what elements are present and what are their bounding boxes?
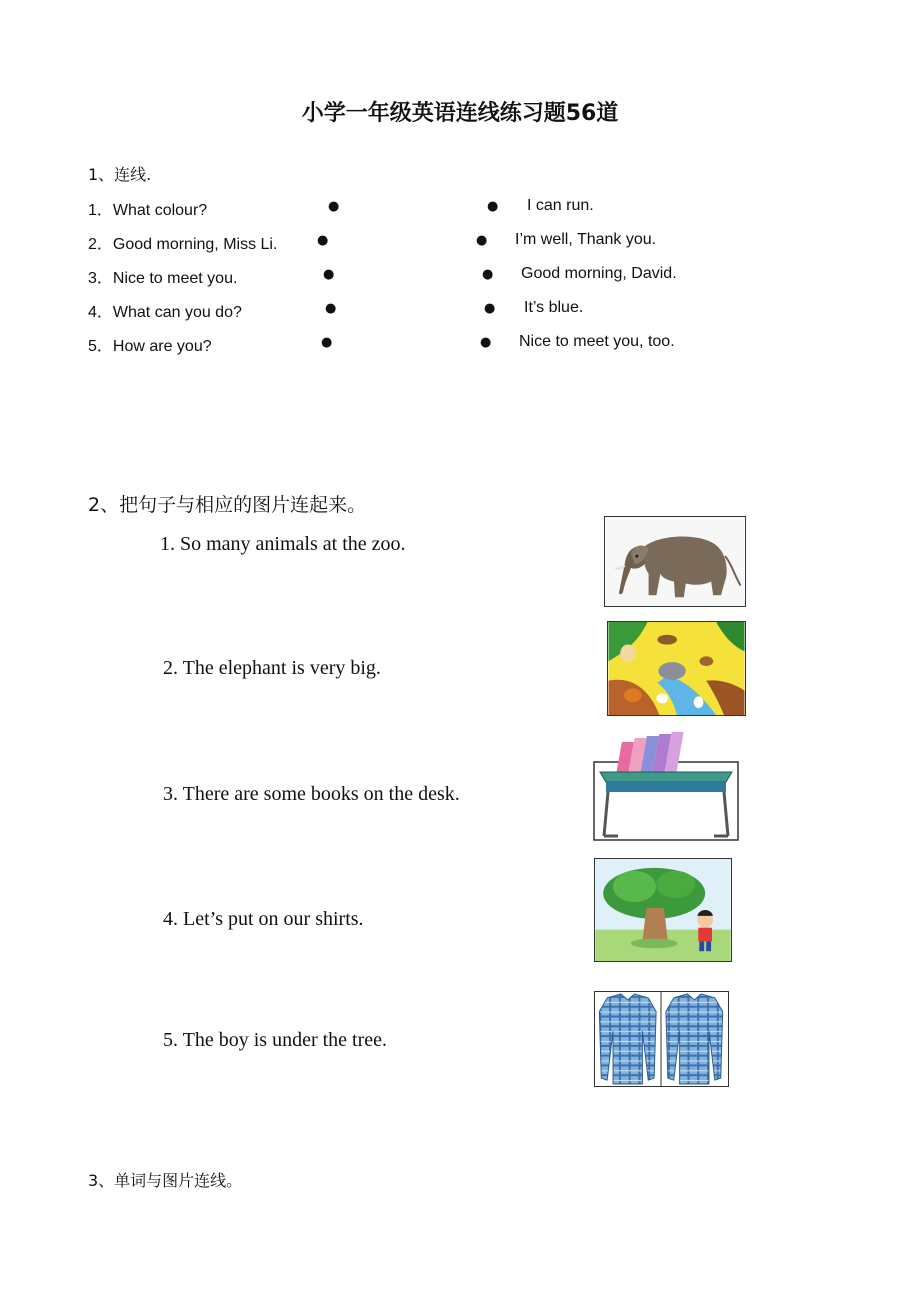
list-item: It’s blue.: [524, 299, 584, 316]
section2-heading: 2、把句子与相应的图片连起来。: [88, 494, 367, 516]
boy-tree-illustration: [595, 859, 731, 961]
section1-heading: 1、连线.: [88, 165, 152, 184]
match-dot-right[interactable]: ●: [487, 199, 499, 214]
shirts-illustration: [595, 992, 728, 1086]
item-number: 3．: [88, 270, 113, 287]
list-item: Nice to meet you, too.: [519, 333, 675, 350]
sentence-item: 5. The boy is under the tree.: [163, 1029, 388, 1051]
list-item: [88, 265, 237, 288]
item-text: What can you do?: [112, 304, 242, 321]
books-on-desk-picture[interactable]: [594, 762, 738, 840]
match-dot-left[interactable]: ●: [317, 233, 329, 248]
books-desk-illustration: [594, 762, 738, 840]
list-item: [88, 231, 277, 254]
list-item: [88, 197, 207, 220]
sentence-item: 3. There are some books on the desk.: [163, 783, 460, 805]
list-item: I can run.: [527, 197, 594, 214]
sentence-item: 4. Let’s put on our shirts.: [163, 908, 364, 930]
zoo-animals-illustration: [608, 622, 745, 715]
item-text: What colour?: [112, 202, 208, 219]
sentence-item: 2. The elephant is very big.: [163, 657, 381, 679]
section3-heading: 3、单词与图片连线。: [88, 1171, 243, 1190]
match-dot-right[interactable]: ●: [476, 233, 488, 248]
match-dot-right[interactable]: ●: [480, 335, 492, 350]
list-item: [88, 299, 242, 322]
item-number: 4．: [88, 304, 113, 321]
match-dot-left[interactable]: ●: [321, 335, 333, 350]
item-number: 1．: [88, 202, 113, 219]
elephant-illustration: [605, 517, 745, 606]
boy-under-tree-picture[interactable]: [594, 858, 732, 962]
list-item: [88, 333, 212, 356]
item-text: Nice to meet you.: [112, 270, 238, 287]
zoo-animals-picture[interactable]: [607, 621, 746, 716]
sentence-item: 1. So many animals at the zoo.: [160, 533, 406, 555]
match-dot-left[interactable]: ●: [328, 199, 340, 214]
item-number: 2．: [88, 236, 113, 253]
match-dot-left[interactable]: ●: [325, 301, 337, 316]
item-text: Good morning, Miss Li.: [112, 236, 278, 253]
match-dot-right[interactable]: ●: [484, 301, 496, 316]
page-title: 小学一年级英语连线练习题56道: [301, 101, 619, 126]
shirts-picture[interactable]: [594, 991, 729, 1087]
match-dot-left[interactable]: ●: [323, 267, 335, 282]
match-dot-right[interactable]: ●: [482, 267, 494, 282]
item-number: 5．: [88, 338, 113, 355]
elephant-picture[interactable]: [604, 516, 746, 607]
list-item: I’m well, Thank you.: [515, 231, 657, 248]
list-item: Good morning, David.: [521, 265, 677, 282]
item-text: How are you?: [112, 338, 212, 355]
